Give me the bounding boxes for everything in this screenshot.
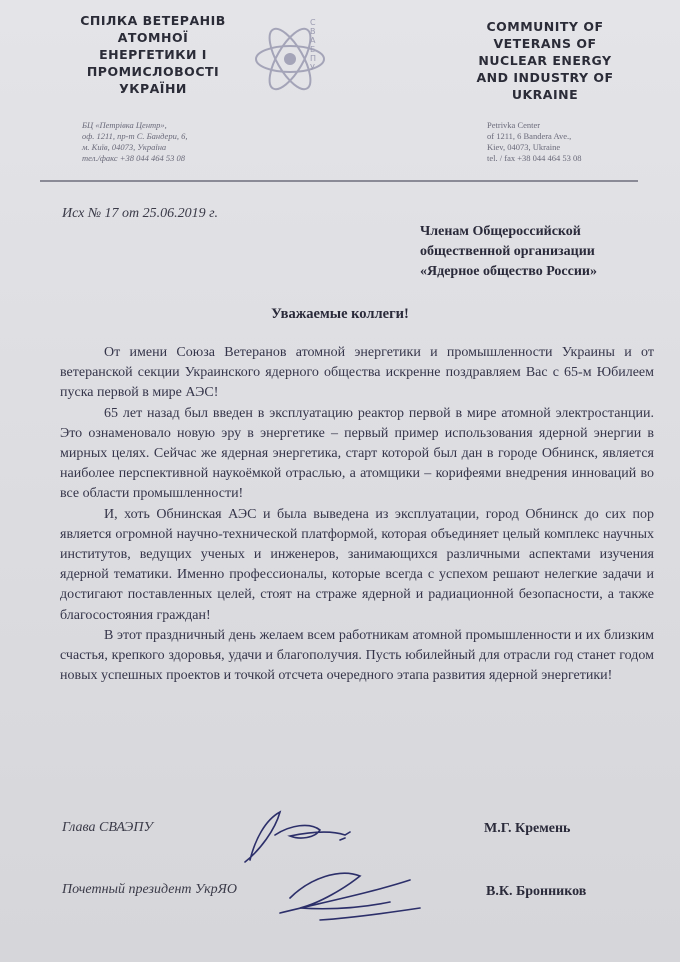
logo-vertical-letters [310, 18, 390, 72]
english-org-name [445, 18, 645, 103]
logo-letter: В [310, 27, 316, 36]
ua-name-line: УКРАЇНИ [119, 81, 187, 96]
body-paragraph: От имени Союза Ветеранов атомной энергетики и промышленности Украины и от ветеранской секции Украинского ядерного общества искренне поздравляем Вас с 65-м Юбилеем пуска первой в мире АЭС! [60, 345, 654, 401]
header-divider [40, 180, 638, 182]
ua-address-line: м. Київ, 04073, Україна [82, 142, 167, 152]
body-paragraph: В этот праздничный день желаем всем работникам атомной промышленности и их близким счастья, крепкого здоровья, удачи и благополучия. Пусть юбилейный для отрасли год станет годом новых успешных проектов и точкой отсчета очередного этапа развития ядерной энергетики! [60, 627, 654, 684]
logo-letter: А [310, 36, 316, 45]
recipient-line: общественной организации [420, 244, 595, 259]
en-address-line: Petrivka Center [487, 120, 541, 130]
ua-address-line: БЦ «Петрівка Центр», [82, 120, 167, 130]
en-address-line: of 1211, 6 Bandera Ave., [487, 131, 572, 141]
english-address [487, 120, 637, 164]
ua-name-line: ПРОМИСЛОВОСТІ [86, 64, 220, 79]
en-name-line: VETERANS OF [493, 36, 597, 51]
signatory-name: М.Г. Кремень [484, 821, 571, 836]
logo-letter: П [310, 54, 317, 63]
salutation: Уважаемые коллеги! [271, 306, 409, 322]
en-name-line: AND INDUSTRY OF [476, 70, 614, 85]
recipient-block [420, 222, 650, 282]
logo-letter: Е [310, 45, 316, 54]
ukrainian-org-name [58, 12, 248, 97]
recipient-line: Членам Общероссийской [420, 224, 581, 239]
en-address-line: Kiev, 04073, Ukraine [487, 142, 561, 152]
logo-letter: С [310, 18, 316, 27]
ua-name-line: АТОМНОЇ [117, 30, 189, 45]
en-name-line: NUCLEAR ENERGY [478, 53, 612, 68]
en-name-line: UKRAINE [511, 87, 579, 102]
body-paragraph: И, хоть Обнинская АЭС и была выведена из эксплуатации, город Обнинск до сих пор является огромной научно-технической платформой, которая объединяет целый комплекс научных институтов, ведущих ученых и инженеров, занимающихся различными аспектами изучения ядерной тематики. Именно профессионалы, которые всегда с успехом решают нелегкие задачи и достигают поставленных целей, стоят на страже ядерной и радиационной безопасности, а также благосостояния граждан! [60, 506, 654, 623]
signatory-title: Глава СВАЭПУ [62, 820, 153, 835]
recipient-line: «Ядерное общество России» [420, 264, 597, 279]
letter-body [60, 343, 654, 686]
signatory-name: В.К. Бронников [486, 884, 587, 899]
en-name-line: COMMUNITY OF [486, 19, 604, 34]
signatory-title: Почетный президент УкрЯО [62, 882, 237, 897]
outgoing-number: Исх № 17 от 25.06.2019 г. [62, 206, 218, 221]
logo-letter: У [310, 63, 316, 72]
ua-address-line: оф. 1211, пр-т С. Бандери, 6, [82, 131, 188, 141]
body-paragraph: 65 лет назад был введен в эксплуатацию реактор первой в мире атомной электростанции. Это ознаменовало новую эру в энергетике – первый пример использования ядерной энергии в мирных целях. Сейчас же ядерная энергетика, старт которой был дан в городе Обнинск, является наиболее перспективной наукоёмкой отраслью, а атомщики – корифеями внедрения инноваций во все области промышленности! [60, 405, 654, 502]
ua-address-line: тел./факс +38 044 464 53 08 [82, 153, 185, 163]
handwritten-signature-icon [260, 858, 440, 928]
ukrainian-address [82, 120, 242, 164]
ua-name-line: СПІЛКА ВЕТЕРАНІВ [80, 13, 226, 28]
ua-name-line: ЕНЕРГЕТИКИ І [99, 47, 207, 62]
en-address-line: tel. / fax +38 044 464 53 08 [487, 153, 582, 163]
